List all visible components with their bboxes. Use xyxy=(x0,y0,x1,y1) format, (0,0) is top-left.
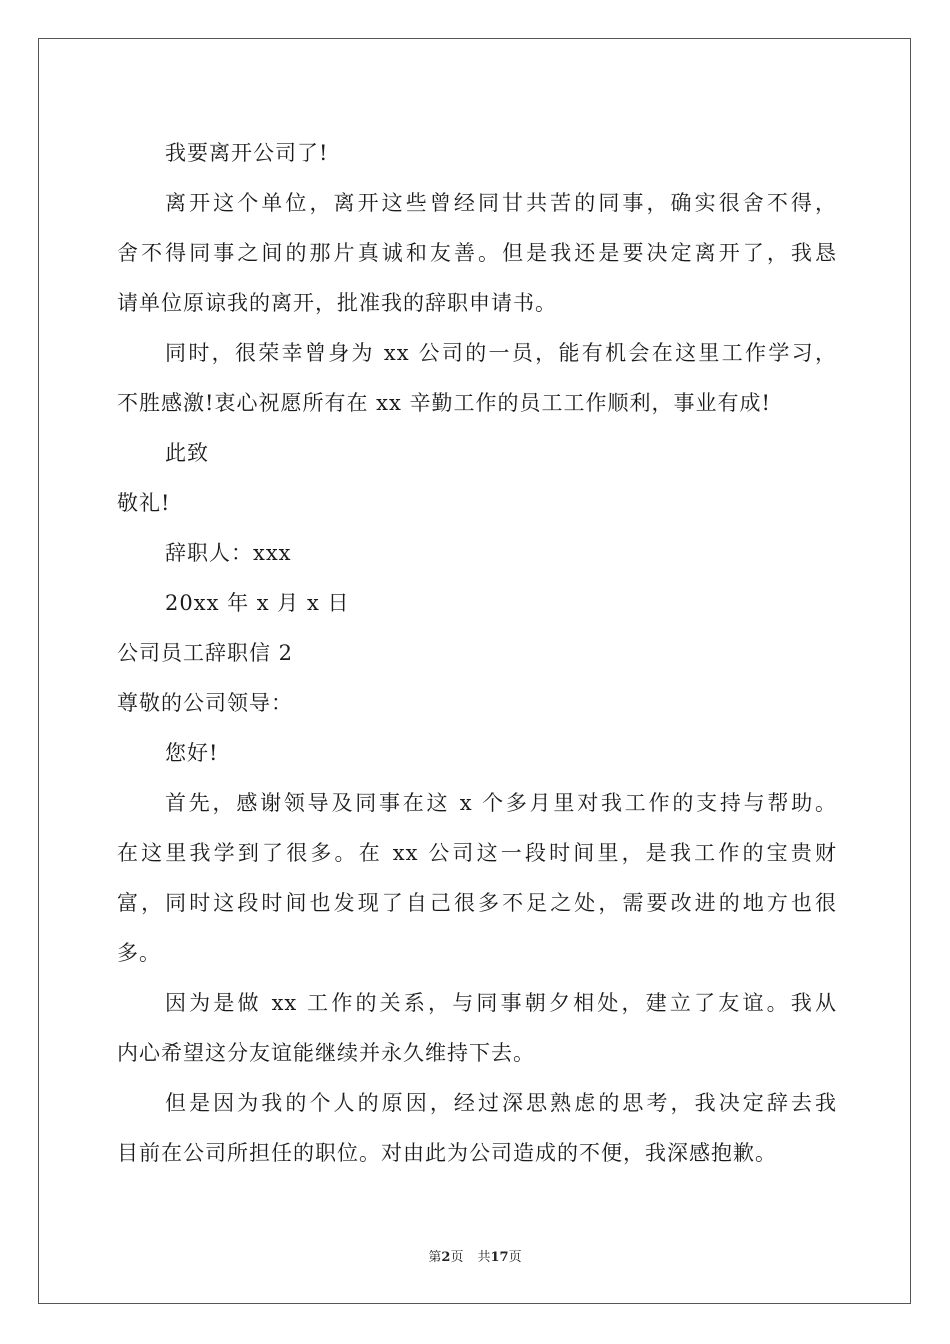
paragraph-line: 富，同时这段时间也发现了自己很多不足之处，需要改进的地方也很 xyxy=(117,891,837,915)
paragraph-line: 离开这个单位，离开这些曾经同甘共苦的同事，确实很舍不得， xyxy=(165,191,837,215)
paragraph-line: 但是因为我的个人的原因，经过深思熟虑的思考，我决定辞去我 xyxy=(165,1091,837,1115)
document-body xyxy=(117,128,837,1178)
page-unit: 页 xyxy=(450,1250,464,1265)
page-footer xyxy=(0,1246,950,1265)
paragraph-line: 舍不得同事之间的那片真诚和友善。但是我还是要决定离开了，我恳 xyxy=(117,241,837,265)
greeting: 尊敬的公司领导： xyxy=(117,691,293,715)
paragraph-line: 不胜感激!衷心祝愿所有在 xx 辛勤工作的员工工作顺利，事业有成! xyxy=(117,391,771,415)
paragraph-line: 目前在公司所担任的职位。对由此为公司造成的不便，我深感抱歉。 xyxy=(117,1141,777,1165)
paragraph-line: 多。 xyxy=(117,941,161,965)
paragraph-line: 我要离开公司了! xyxy=(165,141,329,165)
paragraph-line: 在这里我学到了很多。在 xx 公司这一段时间里，是我工作的宝贵财 xyxy=(117,841,837,865)
paragraph-line: 内心希望这分友谊能继续并永久维持下去。 xyxy=(117,1041,535,1065)
page-current: 2 xyxy=(441,1250,451,1265)
paragraph-line: 同时，很荣幸曾身为 xx 公司的一员，能有机会在这里工作学习， xyxy=(165,341,837,365)
paragraph-line: 首先，感谢领导及同事在这 x 个多月里对我工作的支持与帮助。 xyxy=(165,791,837,815)
greeting-hello: 您好! xyxy=(165,741,219,765)
total-prefix: 共 xyxy=(477,1250,491,1265)
paragraph-line: 请单位原谅我的离开，批准我的辞职申请书。 xyxy=(117,291,557,315)
page-total: 17 xyxy=(490,1250,509,1265)
closing-regards: 敬礼! xyxy=(117,491,171,515)
signature-line: 辞职人：xxx xyxy=(165,541,292,565)
page-prefix: 第 xyxy=(428,1250,442,1265)
date-line: 20xx 年 x 月 x 日 xyxy=(165,591,350,615)
total-unit: 页 xyxy=(508,1250,522,1265)
paragraph-line: 因为是做 xx 工作的关系，与同事朝夕相处，建立了友谊。我从 xyxy=(165,991,837,1015)
closing-salutation: 此致 xyxy=(165,441,209,465)
section-title: 公司员工辞职信 2 xyxy=(117,641,294,665)
